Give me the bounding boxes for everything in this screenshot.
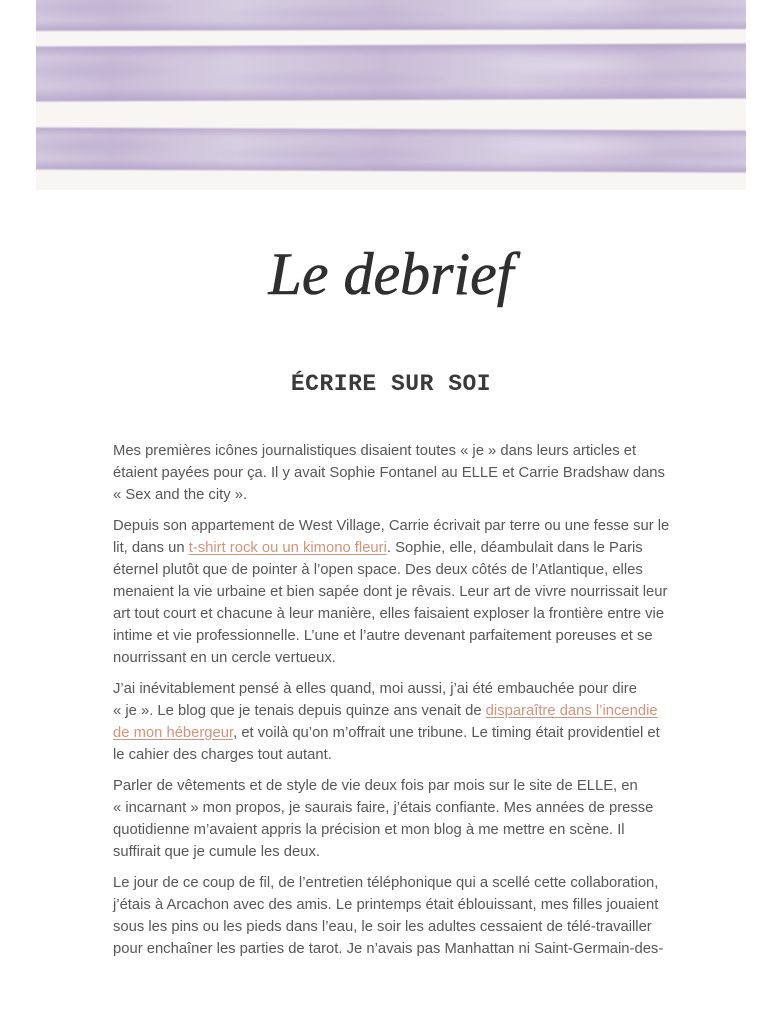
paragraph-text: , et voilà qu’on m’offrait une tribune. Le timing était providentiel et le cahier des charges tout autant. bbox=[113, 725, 660, 763]
newsletter-title: Le debrief bbox=[268, 241, 514, 307]
header-banner bbox=[36, 0, 746, 190]
article-paragraph: Parler de vêtements et de style de vie deux fois par mois sur le site de ELLE, en « incarnant » mon propos, je saurais faire, j’étais confiante. Mes années de presse quotidienne m’avaient appris la précision et mon blog à me mettre en scène. Il suffirait que je cumule les deux. bbox=[113, 778, 654, 860]
paragraph-text: J’ai inévitablement pensé à elles quand, moi aussi, j’ai été embauchée pour dire « je ». Le blog que je tenais depuis quinze ans venait de bbox=[113, 681, 637, 719]
watercolor-stripe bbox=[36, 43, 746, 101]
article-paragraph bbox=[113, 515, 673, 669]
article-paragraph: Mes premières icônes journalistiques disaient toutes « je » dans leurs articles et étaient payées pour ça. Il y avait Sophie Fontanel au ELLE et Carrie Bradshaw dans « Sex and the city ». bbox=[113, 443, 665, 503]
article-paragraph bbox=[113, 678, 673, 766]
article-link-tshirt[interactable]: t-shirt rock ou un kimono fleuri bbox=[188, 540, 387, 556]
article-paragraph: Le jour de ce coup de fil, de l’entretien téléphonique qui a scellé cette collaboration, j’étais à Arcachon avec des amis. Le printemps était éblouissant, mes filles jouaient sous les pins ou les pieds dans l’eau, le soir les adultes cessaient de télé-travailler pour enchaîner les parties de tarot. Je n’avais pas Manhattan ni Saint-Germain-des- bbox=[113, 875, 664, 957]
article-body bbox=[113, 440, 673, 969]
watercolor-stripe bbox=[36, 127, 746, 172]
watercolor-stripe bbox=[36, 0, 746, 31]
paragraph-text: . Sophie, elle, déambulait dans le Paris éternel plutôt que de pointer à l’open space. Des deux côtés de l’Atlantique, elles menaient la vie urbaine et bien sapée dont je rêvais. Leur art de vivre nourrissait leur art tout court et chacune à leur manière, elles faisaient exploser la frontière entre vie intime et vie professionnelle. L’une et l’autre devenant parfaitement poreuses et se nourrissant en un cercle vertueux. bbox=[113, 540, 668, 666]
paragraph-text: Depuis son appartement de West Village, Carrie écrivait par terre ou une fesse sur le lit, dans un bbox=[113, 518, 670, 556]
article-link-incendie[interactable]: disparaître dans l’incendie de mon hébergeur bbox=[113, 703, 658, 741]
article-title: ÉCRIRE SUR SOI bbox=[290, 371, 492, 397]
